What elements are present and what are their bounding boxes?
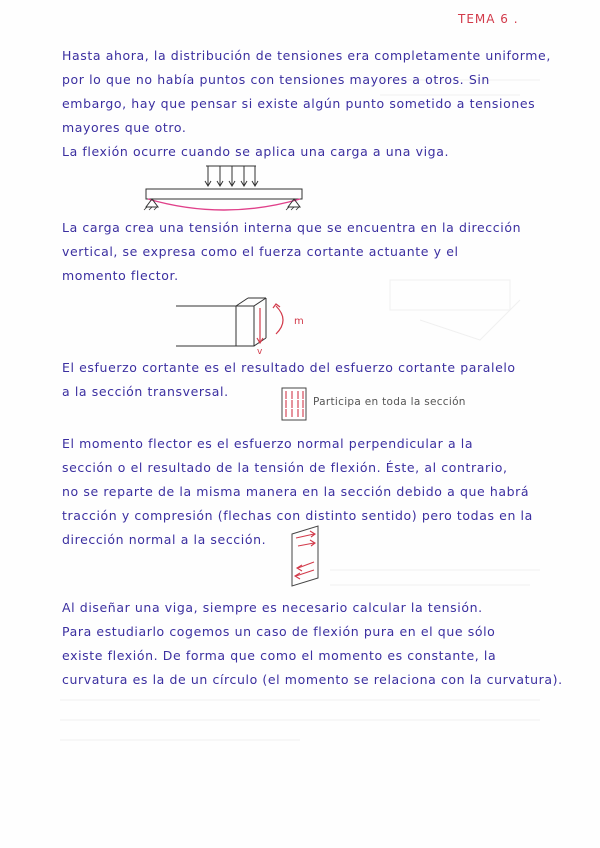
text-line: momento flector. — [62, 268, 179, 283]
shear-label: v — [257, 347, 263, 357]
shear-section-diagram — [280, 386, 308, 422]
shear-moment-block-diagram — [176, 296, 316, 358]
text-line: dirección normal a la sección. — [62, 532, 267, 547]
section-note: Participa en toda la sección — [313, 396, 466, 408]
text-line: embargo, hay que pensar si existe algún punto sometido a tensiones — [62, 96, 536, 111]
text-line: Al diseñar una viga, siempre es necesario calcular la tensión. — [62, 600, 483, 615]
text-line: La flexión ocurre cuando se aplica una carga a una viga. — [62, 144, 450, 159]
text-line: Hasta ahora, la distribución de tensiones era completamente uniforme, — [62, 48, 551, 63]
text-line: por lo que no había puntos con tensiones mayores a otros. Sin — [62, 72, 490, 87]
bending-section-diagram — [284, 524, 332, 590]
beam-load-diagram — [138, 163, 310, 215]
text-line: existe flexión. De forma que como el momento es constante, la — [62, 648, 497, 663]
text-line: El momento flector es el esfuerzo normal perpendicular a la — [62, 436, 474, 451]
text-line: no se reparte de la misma manera en la sección debido a que habrá — [62, 484, 530, 499]
text-line: La carga crea una tensión interna que se encuentra en la dirección — [62, 220, 522, 235]
text-line: El esfuerzo cortante es el resultado del esfuerzo cortante paralelo — [62, 360, 516, 375]
text-line: tracción y compresión (flechas con distinto sentido) pero todas en la — [62, 508, 533, 523]
text-line: sección o el resultado de la tensión de flexión. Éste, al contrario, — [62, 460, 508, 475]
page-header-title: TEMA 6 . — [458, 12, 519, 26]
text-line: Para estudiarlo cogemos un caso de flexión pura en el que sólo — [62, 624, 496, 639]
text-line: mayores que otro. — [62, 120, 187, 135]
text-line: vertical, se expresa como el fuerza cortante actuante y el — [62, 244, 459, 259]
text-line: a la sección transversal. — [62, 384, 229, 399]
moment-label: m — [294, 316, 304, 327]
text-line: curvatura es la de un círculo (el momento se relaciona con la curvatura). — [62, 672, 563, 687]
